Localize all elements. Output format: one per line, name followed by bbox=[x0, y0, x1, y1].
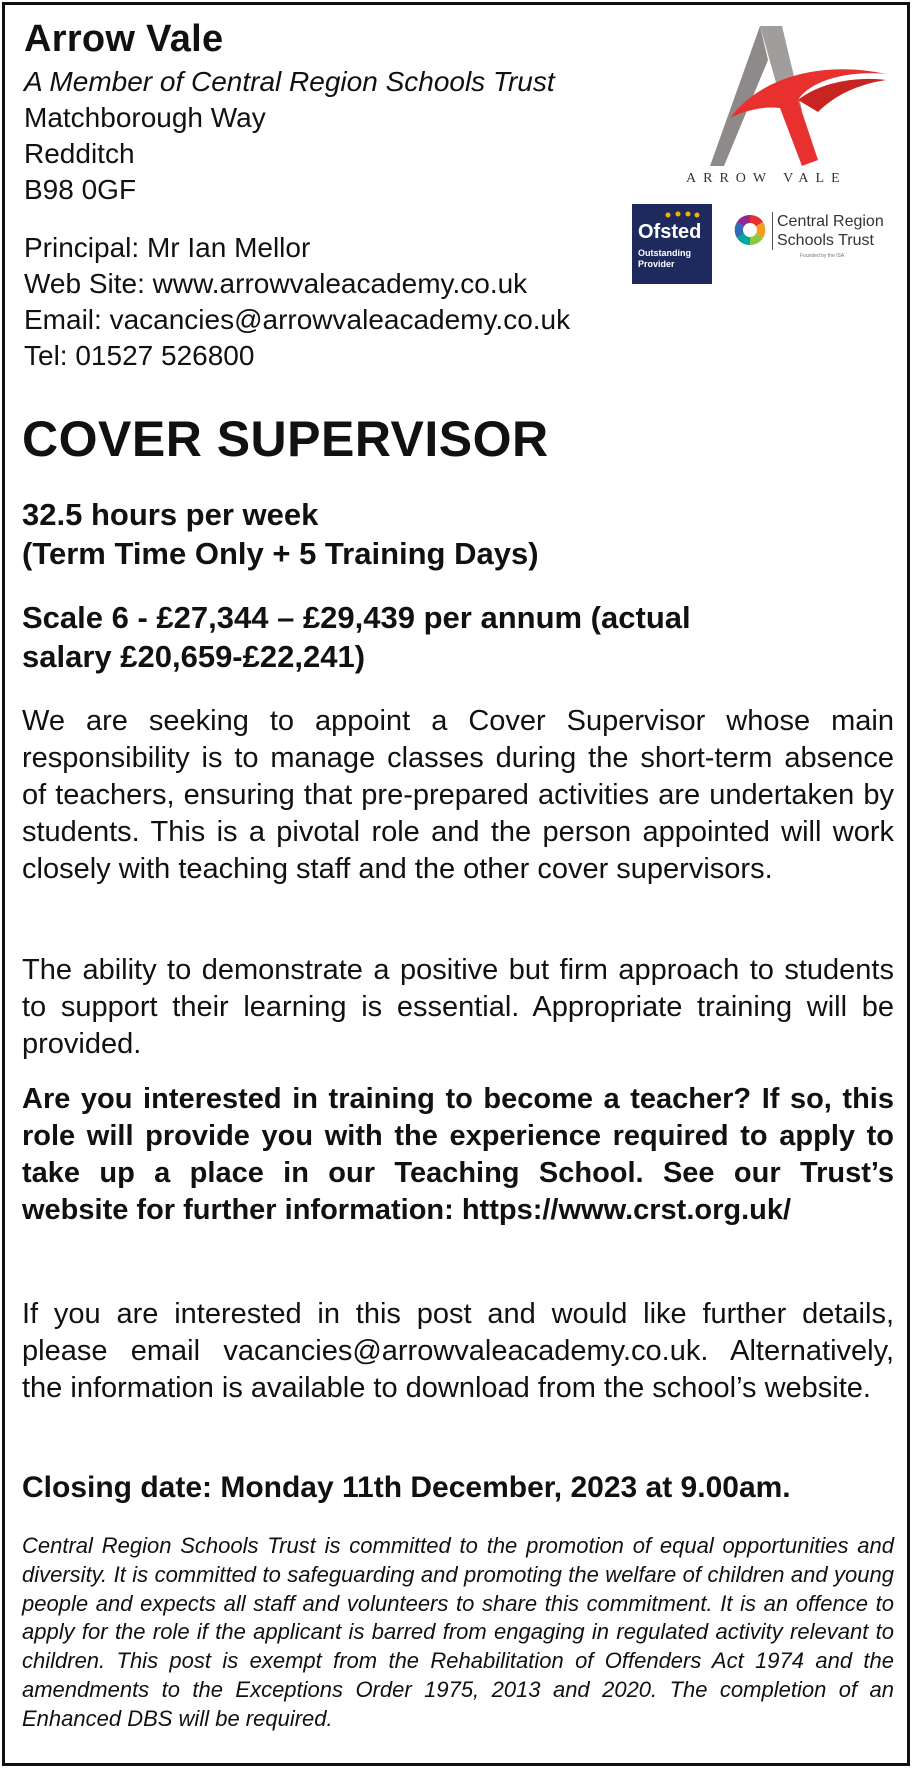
ofsted-name: Ofsted bbox=[638, 221, 702, 243]
teacher-training-paragraph: Are you interested in training to become a teacher? If so, this role will provide you with the experience required to apply to take up a place in our Teaching School. See our Trust’s website for further information: https://www.crst.org.uk/ bbox=[22, 1083, 894, 1226]
crst-name-line-1: Central Region bbox=[777, 213, 884, 230]
trust-membership: A Member of Central Region Schools Trust bbox=[24, 66, 555, 97]
requirements-paragraph: The ability to demonstrate a positive but firm approach to students to support their learning is essential. Appropriate training will be provided. bbox=[22, 954, 894, 1060]
ofsted-badge bbox=[632, 204, 712, 284]
ofsted-rating-line-1: Outstanding bbox=[638, 248, 691, 258]
salary-line-1: Scale 6 - £27,344 – £29,439 per annum (actual bbox=[22, 600, 691, 635]
crst-tagline: Founded by the ISA bbox=[800, 253, 845, 259]
hours-line-2: (Term Time Only + 5 Training Days) bbox=[22, 536, 539, 571]
application-paragraph: If you are interested in this post and would like further details, please email vacancies@arrowvaleacademy.co.uk. Alternatively, the information is available to download from the school’s website. bbox=[22, 1298, 894, 1404]
crst-pinwheel-icon bbox=[732, 212, 768, 248]
ofsted-rating-line-2: Provider bbox=[638, 259, 675, 269]
hours-line-1: 32.5 hours per week bbox=[22, 497, 319, 532]
email-link[interactable]: Email: vacancies@arrowvaleacademy.co.uk bbox=[24, 304, 571, 335]
address-line-1: Matchborough Way bbox=[24, 102, 266, 133]
arrow-vale-logo bbox=[690, 20, 890, 170]
closing-date: Closing date: Monday 11th December, 2023 at 9.00am. bbox=[22, 1471, 791, 1504]
equal-opportunities-notice: Central Region Schools Trust is committed to the promotion of equal opportunities and diversity. It is committed to safeguarding and promoting the welfare of children and young people and expects all staff and volunteers to share this commitment. It is an offence to apply for the role if the applicant is barred from engaging in regulated activity relevant to children. This post is exempt from the Rehabilitation of Offenders Act 1974 and the amendments to the Exceptions Order 1975, 2013 and 2020. The completion of an Enhanced DBS will be required. bbox=[22, 1533, 894, 1731]
school-name: Arrow Vale bbox=[24, 18, 224, 60]
website-link[interactable]: Web Site: www.arrowvaleacademy.co.uk bbox=[24, 268, 528, 299]
ofsted-stars-icon bbox=[662, 210, 702, 220]
salary-line-2: salary £20,659-£22,241) bbox=[22, 639, 366, 674]
role-description: We are seeking to appoint a Cover Supervisor whose main responsibility is to manage classes during the short-term absence of teachers, ensuring that pre-prepared activities are undertaken by students. This is a pivotal role and the person appointed will work closely with teaching staff and the other cover supervisors. bbox=[22, 705, 894, 885]
telephone: Tel: 01527 526800 bbox=[24, 340, 255, 371]
job-title: COVER SUPERVISOR bbox=[22, 411, 549, 467]
principal-name: Principal: Mr Ian Mellor bbox=[24, 232, 311, 263]
arrow-vale-logo-text: ARROW VALE bbox=[686, 171, 847, 186]
address-postcode: B98 0GF bbox=[24, 174, 137, 205]
crst-name-line-2: Schools Trust bbox=[777, 232, 874, 249]
crst-logo-text bbox=[772, 212, 884, 250]
address-line-2: Redditch bbox=[24, 138, 135, 169]
